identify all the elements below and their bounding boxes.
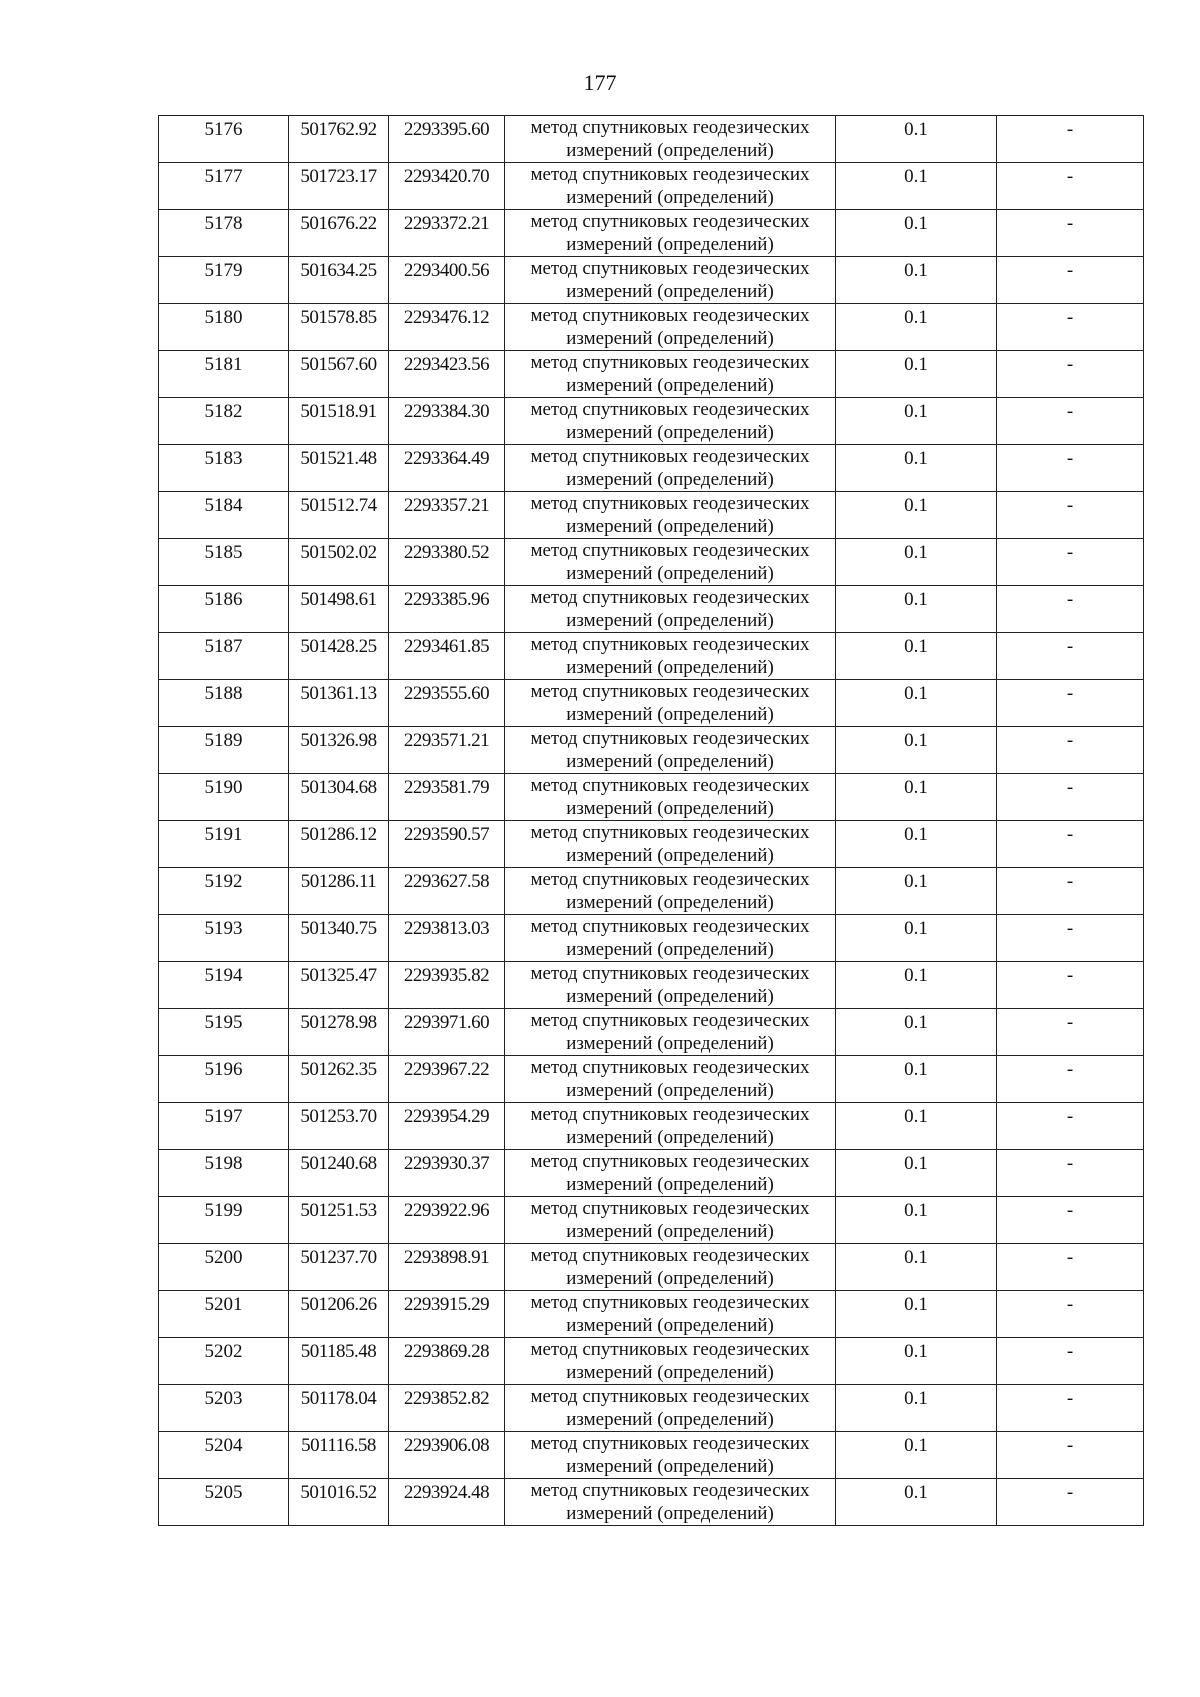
- accuracy-cell: 0.1: [836, 1432, 997, 1479]
- accuracy-cell: 0.1: [836, 1009, 997, 1056]
- note-cell: -: [997, 398, 1144, 445]
- table-row: [159, 163, 1144, 210]
- x-coordinate-cell: 501361.13: [289, 680, 389, 727]
- y-coordinate-cell: 2293869.28: [389, 1338, 505, 1385]
- table-row: [159, 1479, 1144, 1526]
- x-coordinate-cell: 501578.85: [289, 304, 389, 351]
- y-coordinate-cell: 2293357.21: [389, 492, 505, 539]
- method-cell: метод спутниковых геодезических измерений (определений): [505, 304, 836, 351]
- x-coordinate-cell: 501206.26: [289, 1291, 389, 1338]
- point-number-cell: 5178: [159, 210, 289, 257]
- accuracy-cell: 0.1: [836, 1244, 997, 1291]
- note-cell: -: [997, 257, 1144, 304]
- table-row: [159, 492, 1144, 539]
- method-cell: метод спутниковых геодезических измерений (определений): [505, 1338, 836, 1385]
- accuracy-cell: 0.1: [836, 774, 997, 821]
- accuracy-cell: 0.1: [836, 821, 997, 868]
- y-coordinate-cell: 2293922.96: [389, 1197, 505, 1244]
- method-cell: метод спутниковых геодезических измерений (определений): [505, 351, 836, 398]
- coordinates-table-body: [159, 116, 1144, 1526]
- note-cell: -: [997, 304, 1144, 351]
- table-row: [159, 1056, 1144, 1103]
- accuracy-cell: 0.1: [836, 915, 997, 962]
- accuracy-cell: 0.1: [836, 539, 997, 586]
- accuracy-cell: 0.1: [836, 1103, 997, 1150]
- accuracy-cell: 0.1: [836, 680, 997, 727]
- point-number-cell: 5181: [159, 351, 289, 398]
- table-row: [159, 680, 1144, 727]
- method-cell: метод спутниковых геодезических измерений (определений): [505, 492, 836, 539]
- table-row: [159, 1197, 1144, 1244]
- y-coordinate-cell: 2293813.03: [389, 915, 505, 962]
- table-row: [159, 257, 1144, 304]
- method-cell: метод спутниковых геодезических измерений (определений): [505, 116, 836, 163]
- point-number-cell: 5204: [159, 1432, 289, 1479]
- y-coordinate-cell: 2293423.56: [389, 351, 505, 398]
- x-coordinate-cell: 501326.98: [289, 727, 389, 774]
- x-coordinate-cell: 501723.17: [289, 163, 389, 210]
- table-row: [159, 1432, 1144, 1479]
- point-number-cell: 5200: [159, 1244, 289, 1291]
- y-coordinate-cell: 2293461.85: [389, 633, 505, 680]
- note-cell: -: [997, 1291, 1144, 1338]
- accuracy-cell: 0.1: [836, 1056, 997, 1103]
- accuracy-cell: 0.1: [836, 1291, 997, 1338]
- x-coordinate-cell: 501567.60: [289, 351, 389, 398]
- accuracy-cell: 0.1: [836, 727, 997, 774]
- table-row: [159, 727, 1144, 774]
- table-row: [159, 1150, 1144, 1197]
- table-row: [159, 1338, 1144, 1385]
- note-cell: -: [997, 1479, 1144, 1526]
- y-coordinate-cell: 2293380.52: [389, 539, 505, 586]
- point-number-cell: 5201: [159, 1291, 289, 1338]
- point-number-cell: 5189: [159, 727, 289, 774]
- x-coordinate-cell: 501676.22: [289, 210, 389, 257]
- accuracy-cell: 0.1: [836, 868, 997, 915]
- accuracy-cell: 0.1: [836, 210, 997, 257]
- method-cell: метод спутниковых геодезических измерений (определений): [505, 1150, 836, 1197]
- x-coordinate-cell: 501185.48: [289, 1338, 389, 1385]
- method-cell: метод спутниковых геодезических измерений (определений): [505, 1291, 836, 1338]
- method-cell: метод спутниковых геодезических измерений (определений): [505, 398, 836, 445]
- y-coordinate-cell: 2293385.96: [389, 586, 505, 633]
- x-coordinate-cell: 501237.70: [289, 1244, 389, 1291]
- y-coordinate-cell: 2293898.91: [389, 1244, 505, 1291]
- accuracy-cell: 0.1: [836, 351, 997, 398]
- y-coordinate-cell: 2293395.60: [389, 116, 505, 163]
- note-cell: -: [997, 1197, 1144, 1244]
- y-coordinate-cell: 2293935.82: [389, 962, 505, 1009]
- method-cell: метод спутниковых геодезических измерений (определений): [505, 1432, 836, 1479]
- accuracy-cell: 0.1: [836, 1150, 997, 1197]
- point-number-cell: 5199: [159, 1197, 289, 1244]
- accuracy-cell: 0.1: [836, 1479, 997, 1526]
- point-number-cell: 5194: [159, 962, 289, 1009]
- y-coordinate-cell: 2293571.21: [389, 727, 505, 774]
- note-cell: -: [997, 962, 1144, 1009]
- y-coordinate-cell: 2293954.29: [389, 1103, 505, 1150]
- note-cell: -: [997, 1432, 1144, 1479]
- x-coordinate-cell: 501240.68: [289, 1150, 389, 1197]
- note-cell: -: [997, 868, 1144, 915]
- point-number-cell: 5192: [159, 868, 289, 915]
- y-coordinate-cell: 2293971.60: [389, 1009, 505, 1056]
- method-cell: метод спутниковых геодезических измерений (определений): [505, 210, 836, 257]
- x-coordinate-cell: 501262.35: [289, 1056, 389, 1103]
- note-cell: -: [997, 1103, 1144, 1150]
- method-cell: метод спутниковых геодезических измерений (определений): [505, 680, 836, 727]
- note-cell: -: [997, 1056, 1144, 1103]
- accuracy-cell: 0.1: [836, 445, 997, 492]
- y-coordinate-cell: 2293924.48: [389, 1479, 505, 1526]
- y-coordinate-cell: 2293915.29: [389, 1291, 505, 1338]
- note-cell: -: [997, 633, 1144, 680]
- page-number: 177: [583, 70, 617, 95]
- note-cell: -: [997, 351, 1144, 398]
- table-row: [159, 398, 1144, 445]
- table-row: [159, 915, 1144, 962]
- x-coordinate-cell: 501253.70: [289, 1103, 389, 1150]
- x-coordinate-cell: 501634.25: [289, 257, 389, 304]
- note-cell: -: [997, 774, 1144, 821]
- note-cell: -: [997, 445, 1144, 492]
- point-number-cell: 5191: [159, 821, 289, 868]
- table-row: [159, 304, 1144, 351]
- point-number-cell: 5182: [159, 398, 289, 445]
- method-cell: метод спутниковых геодезических измерений (определений): [505, 1197, 836, 1244]
- x-coordinate-cell: 501286.11: [289, 868, 389, 915]
- method-cell: метод спутниковых геодезических измерений (определений): [505, 821, 836, 868]
- table-row: [159, 1009, 1144, 1056]
- method-cell: метод спутниковых геодезических измерений (определений): [505, 1009, 836, 1056]
- note-cell: -: [997, 492, 1144, 539]
- point-number-cell: 5195: [159, 1009, 289, 1056]
- y-coordinate-cell: 2293384.30: [389, 398, 505, 445]
- note-cell: -: [997, 210, 1144, 257]
- x-coordinate-cell: 501762.92: [289, 116, 389, 163]
- point-number-cell: 5176: [159, 116, 289, 163]
- accuracy-cell: 0.1: [836, 1385, 997, 1432]
- x-coordinate-cell: 501178.04: [289, 1385, 389, 1432]
- method-cell: метод спутниковых геодезических измерений (определений): [505, 633, 836, 680]
- point-number-cell: 5197: [159, 1103, 289, 1150]
- note-cell: -: [997, 1338, 1144, 1385]
- method-cell: метод спутниковых геодезических измерений (определений): [505, 962, 836, 1009]
- y-coordinate-cell: 2293555.60: [389, 680, 505, 727]
- y-coordinate-cell: 2293967.22: [389, 1056, 505, 1103]
- point-number-cell: 5177: [159, 163, 289, 210]
- accuracy-cell: 0.1: [836, 163, 997, 210]
- accuracy-cell: 0.1: [836, 1338, 997, 1385]
- note-cell: -: [997, 915, 1144, 962]
- x-coordinate-cell: 501304.68: [289, 774, 389, 821]
- x-coordinate-cell: 501512.74: [289, 492, 389, 539]
- note-cell: -: [997, 1244, 1144, 1291]
- method-cell: метод спутниковых геодезических измерений (определений): [505, 915, 836, 962]
- table-row: [159, 445, 1144, 492]
- table-row: [159, 1291, 1144, 1338]
- accuracy-cell: 0.1: [836, 398, 997, 445]
- table-row: [159, 774, 1144, 821]
- accuracy-cell: 0.1: [836, 492, 997, 539]
- point-number-cell: 5202: [159, 1338, 289, 1385]
- accuracy-cell: 0.1: [836, 116, 997, 163]
- x-coordinate-cell: 501498.61: [289, 586, 389, 633]
- accuracy-cell: 0.1: [836, 586, 997, 633]
- table-row: [159, 1244, 1144, 1291]
- table-row: [159, 210, 1144, 257]
- note-cell: -: [997, 1009, 1144, 1056]
- point-number-cell: 5179: [159, 257, 289, 304]
- table-row: [159, 633, 1144, 680]
- method-cell: метод спутниковых геодезических измерений (определений): [505, 257, 836, 304]
- x-coordinate-cell: 501116.58: [289, 1432, 389, 1479]
- coordinates-table: [158, 115, 1144, 1526]
- point-number-cell: 5188: [159, 680, 289, 727]
- method-cell: метод спутниковых геодезических измерений (определений): [505, 1385, 836, 1432]
- method-cell: метод спутниковых геодезических измерений (определений): [505, 774, 836, 821]
- y-coordinate-cell: 2293852.82: [389, 1385, 505, 1432]
- point-number-cell: 5184: [159, 492, 289, 539]
- accuracy-cell: 0.1: [836, 633, 997, 680]
- x-coordinate-cell: 501325.47: [289, 962, 389, 1009]
- point-number-cell: 5186: [159, 586, 289, 633]
- method-cell: метод спутниковых геодезических измерений (определений): [505, 1479, 836, 1526]
- point-number-cell: 5180: [159, 304, 289, 351]
- table-row: [159, 586, 1144, 633]
- table-row: [159, 116, 1144, 163]
- table-row: [159, 351, 1144, 398]
- note-cell: -: [997, 1150, 1144, 1197]
- method-cell: метод спутниковых геодезических измерений (определений): [505, 1244, 836, 1291]
- note-cell: -: [997, 539, 1144, 586]
- point-number-cell: 5187: [159, 633, 289, 680]
- x-coordinate-cell: 501502.02: [289, 539, 389, 586]
- method-cell: метод спутниковых геодезических измерений (определений): [505, 868, 836, 915]
- method-cell: метод спутниковых геодезических измерений (определений): [505, 727, 836, 774]
- x-coordinate-cell: 501286.12: [289, 821, 389, 868]
- note-cell: -: [997, 163, 1144, 210]
- point-number-cell: 5203: [159, 1385, 289, 1432]
- x-coordinate-cell: 501016.52: [289, 1479, 389, 1526]
- accuracy-cell: 0.1: [836, 1197, 997, 1244]
- y-coordinate-cell: 2293930.37: [389, 1150, 505, 1197]
- point-number-cell: 5196: [159, 1056, 289, 1103]
- method-cell: метод спутниковых геодезических измерений (определений): [505, 1056, 836, 1103]
- y-coordinate-cell: 2293906.08: [389, 1432, 505, 1479]
- point-number-cell: 5205: [159, 1479, 289, 1526]
- method-cell: метод спутниковых геодезических измерений (определений): [505, 539, 836, 586]
- point-number-cell: 5183: [159, 445, 289, 492]
- note-cell: -: [997, 1385, 1144, 1432]
- accuracy-cell: 0.1: [836, 962, 997, 1009]
- accuracy-cell: 0.1: [836, 304, 997, 351]
- table-row: [159, 1385, 1144, 1432]
- y-coordinate-cell: 2293364.49: [389, 445, 505, 492]
- note-cell: -: [997, 586, 1144, 633]
- point-number-cell: 5190: [159, 774, 289, 821]
- point-number-cell: 5198: [159, 1150, 289, 1197]
- note-cell: -: [997, 680, 1144, 727]
- x-coordinate-cell: 501428.25: [289, 633, 389, 680]
- y-coordinate-cell: 2293400.56: [389, 257, 505, 304]
- table-row: [159, 821, 1144, 868]
- table-row: [159, 1103, 1144, 1150]
- method-cell: метод спутниковых геодезических измерений (определений): [505, 1103, 836, 1150]
- x-coordinate-cell: 501521.48: [289, 445, 389, 492]
- x-coordinate-cell: 501340.75: [289, 915, 389, 962]
- y-coordinate-cell: 2293372.21: [389, 210, 505, 257]
- point-number-cell: 5193: [159, 915, 289, 962]
- point-number-cell: 5185: [159, 539, 289, 586]
- y-coordinate-cell: 2293420.70: [389, 163, 505, 210]
- x-coordinate-cell: 501278.98: [289, 1009, 389, 1056]
- note-cell: -: [997, 727, 1144, 774]
- x-coordinate-cell: 501518.91: [289, 398, 389, 445]
- method-cell: метод спутниковых геодезических измерений (определений): [505, 445, 836, 492]
- note-cell: -: [997, 821, 1144, 868]
- y-coordinate-cell: 2293627.58: [389, 868, 505, 915]
- accuracy-cell: 0.1: [836, 257, 997, 304]
- y-coordinate-cell: 2293581.79: [389, 774, 505, 821]
- table-row: [159, 539, 1144, 586]
- table-row: [159, 868, 1144, 915]
- method-cell: метод спутниковых геодезических измерений (определений): [505, 163, 836, 210]
- note-cell: -: [997, 116, 1144, 163]
- method-cell: метод спутниковых геодезических измерений (определений): [505, 586, 836, 633]
- table-row: [159, 962, 1144, 1009]
- y-coordinate-cell: 2293590.57: [389, 821, 505, 868]
- x-coordinate-cell: 501251.53: [289, 1197, 389, 1244]
- y-coordinate-cell: 2293476.12: [389, 304, 505, 351]
